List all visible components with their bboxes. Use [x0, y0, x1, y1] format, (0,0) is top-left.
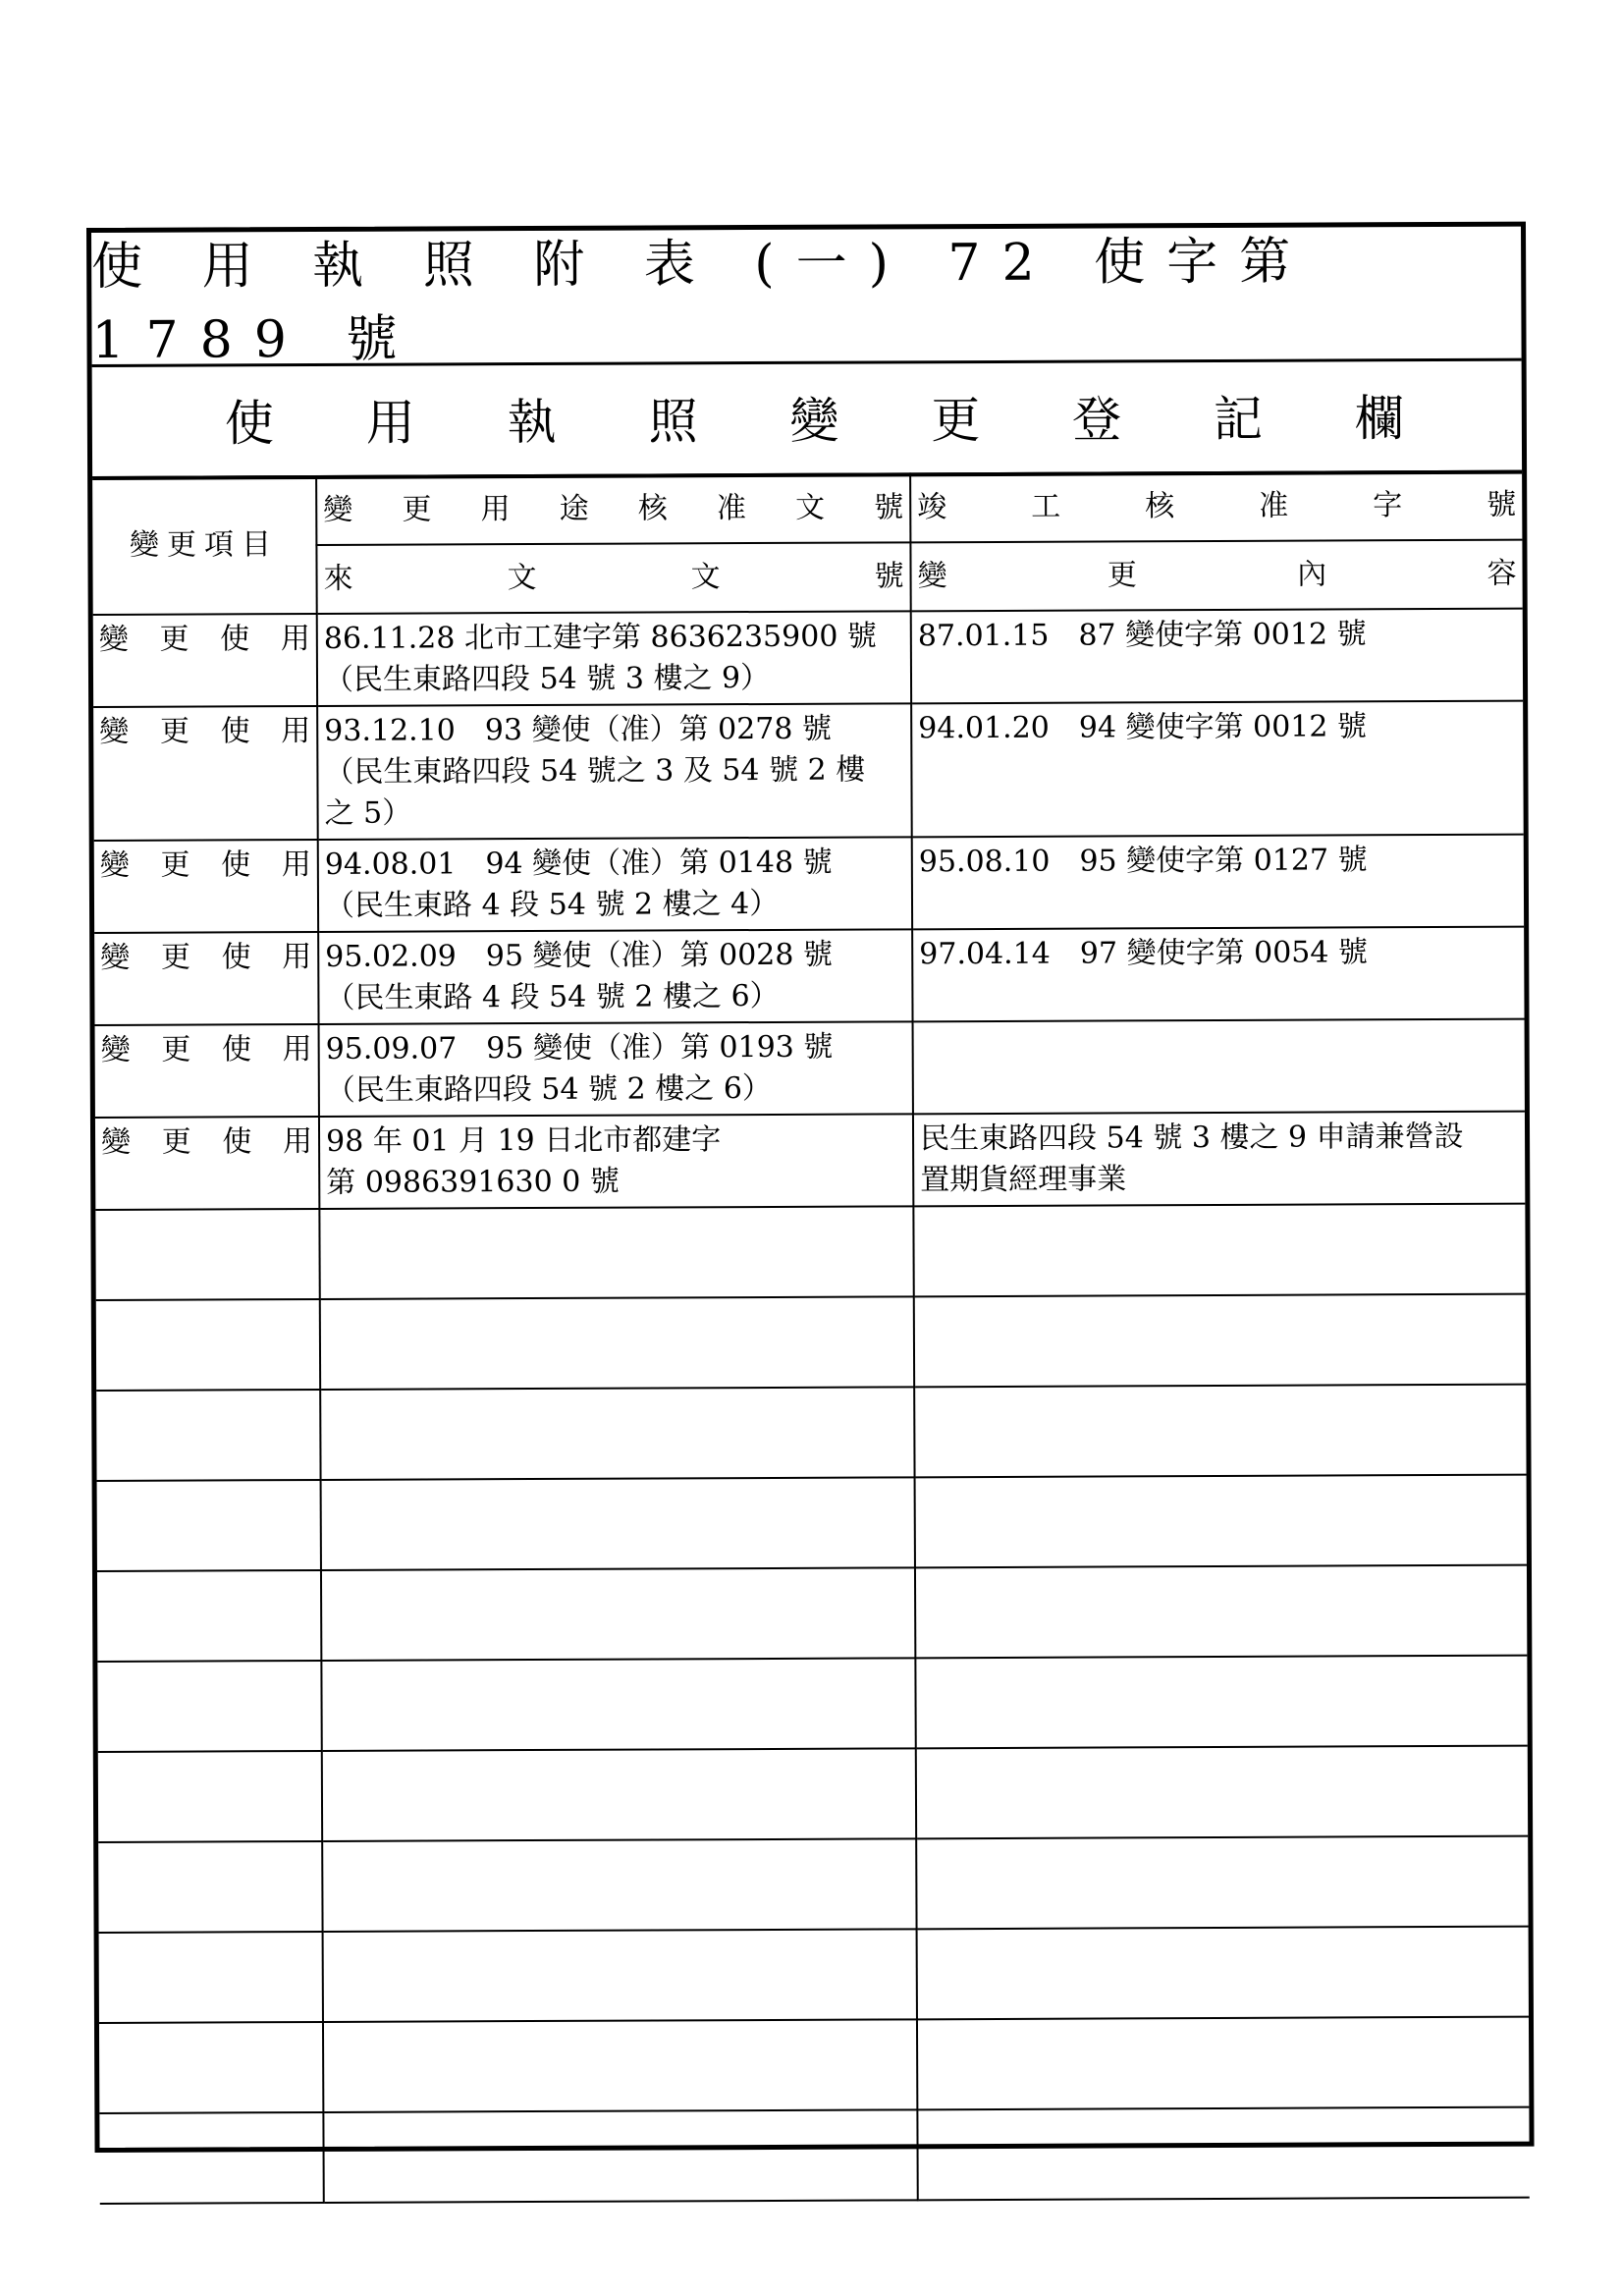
cell-line: 95.09.07 95 變使（准）第 0193 號 [325, 1029, 834, 1066]
completion-cell [913, 1019, 1525, 1115]
header-col3-bottom [910, 540, 1522, 612]
item-char: 更 [161, 1124, 191, 1160]
item-char: 更 [160, 847, 190, 883]
header-char: 竣 [917, 490, 947, 525]
item-char: 更 [160, 940, 190, 975]
empty-cell [323, 2109, 917, 2203]
item-char: 用 [281, 847, 311, 883]
cell-line: 95.02.09 95 變使（准）第 0028 號 [325, 937, 834, 974]
item-char: 變 [100, 940, 131, 975]
empty-cell [916, 1836, 1528, 1930]
permit-sheet [86, 222, 1535, 2153]
empty-cell [917, 2107, 1529, 2201]
item-char: 使 [221, 1032, 252, 1067]
subtitle-char: 使 [224, 395, 274, 453]
empty-row [98, 1746, 1528, 1842]
empty-cell [320, 1387, 914, 1480]
item-cell [95, 1117, 319, 1210]
empty-cell [322, 1748, 916, 1841]
subtitle-char: 照 [648, 393, 698, 451]
empty-row [99, 2017, 1529, 2113]
item-char: 更 [159, 714, 189, 749]
approval-doc-cell [319, 1021, 913, 1117]
empty-cell [321, 1658, 915, 1751]
empty-cell [319, 1206, 913, 1299]
item-char: 更 [161, 1032, 191, 1067]
empty-cell [321, 1477, 915, 1570]
empty-cell [915, 1656, 1527, 1749]
item-cell [95, 1024, 319, 1118]
subtitle-char: 更 [931, 392, 981, 450]
subtitle-char: 欄 [1354, 390, 1404, 448]
item-char: 變 [100, 1032, 131, 1067]
empty-cell [916, 1746, 1528, 1839]
item-char: 更 [159, 622, 189, 657]
cell-line: 93.12.10 93 變使（准）第 0278 號 [324, 711, 833, 748]
cell-line: 置期貨經理事業 [920, 1162, 1127, 1198]
completion-cell [912, 835, 1524, 930]
cell-line: 87.01.15 87 變使字第 0012 號 [917, 617, 1367, 654]
empty-cell [97, 1480, 321, 1571]
header-char: 變 [917, 559, 947, 594]
empty-cell [913, 1204, 1525, 1297]
approval-doc-cell [317, 611, 911, 706]
empty-cell [99, 2112, 323, 2204]
completion-cell [911, 701, 1524, 838]
item-char: 使 [221, 940, 251, 975]
empty-row [99, 2107, 1529, 2204]
cell-line: 97.04.14 97 變使字第 0054 號 [919, 935, 1369, 972]
approval-doc-cell [319, 1114, 913, 1209]
table-row [94, 835, 1524, 933]
document-subtitle [92, 358, 1523, 480]
cell-line: （民生東路 4 段 54 號 2 樓之 4） [324, 886, 780, 923]
empty-cell [914, 1385, 1526, 1478]
item-cell [93, 706, 318, 841]
cell-line: 86.11.28 北市工建字第 8636235900 號 [323, 619, 877, 656]
item-char: 用 [280, 622, 310, 657]
header-char: 文 [507, 561, 537, 596]
empty-cell [322, 1838, 916, 1932]
table-row [94, 927, 1524, 1025]
empty-cell [99, 2022, 323, 2113]
document-title: 使 用 執 照 附 表 (一) 72 使字第 1789 號 [91, 227, 1522, 367]
empty-cell [915, 1475, 1527, 1568]
header-char: 准 [1259, 488, 1289, 523]
item-cell [94, 840, 318, 933]
item-char: 變 [99, 847, 130, 883]
empty-row [95, 1204, 1525, 1300]
header-row-top [92, 471, 1522, 546]
cell-line: 94.01.20 94 變使字第 0012 號 [918, 709, 1368, 746]
subtitle-char: 用 [365, 394, 415, 452]
completion-cell [913, 1112, 1525, 1207]
subtitle-char: 記 [1213, 390, 1264, 448]
table-row [95, 1019, 1525, 1118]
empty-row [98, 1836, 1528, 1933]
header-col3-top [910, 471, 1522, 543]
empty-cell [98, 1841, 322, 1933]
header-char: 核 [637, 491, 668, 526]
subtitle-char: 變 [789, 392, 839, 450]
header-char: 更 [1107, 558, 1137, 593]
subtitle-char: 登 [1071, 391, 1122, 449]
change-register-table [92, 470, 1530, 2205]
header-char: 號 [874, 559, 904, 594]
item-char: 用 [281, 714, 311, 749]
item-char: 用 [282, 1032, 312, 1067]
empty-cell [915, 1565, 1527, 1659]
item-cell [93, 614, 317, 707]
empty-cell [98, 1751, 322, 1842]
item-char: 變 [100, 1124, 132, 1160]
empty-cell [323, 2019, 917, 2112]
header-char: 准 [716, 491, 747, 526]
approval-doc-cell [318, 837, 912, 932]
cell-line: 98 年 01 月 19 日北市都建字 [325, 1122, 722, 1159]
item-char: 變 [99, 714, 130, 749]
header-col2-top [316, 473, 910, 545]
completion-cell [912, 927, 1524, 1022]
empty-row [97, 1565, 1527, 1662]
table-row [95, 1112, 1525, 1210]
header-char: 號 [1486, 487, 1517, 522]
header-char: 用 [480, 492, 511, 527]
completion-cell [911, 609, 1523, 704]
header-char: 內 [1297, 557, 1327, 592]
cell-line: （民生東路四段 54 號 3 樓之 9） [323, 660, 771, 697]
empty-cell [320, 1296, 914, 1390]
approval-doc-cell [318, 929, 912, 1024]
item-char: 用 [282, 940, 312, 975]
empty-cell [95, 1209, 319, 1300]
empty-row [96, 1294, 1526, 1391]
table-row [93, 701, 1524, 841]
header-item: 變更項目 [92, 476, 317, 615]
header-col2-bottom [316, 542, 910, 614]
header-char: 工 [1031, 489, 1061, 524]
empty-row [99, 1927, 1529, 2023]
header-char: 字 [1373, 488, 1403, 523]
cell-line: （民生東路四段 54 號之 3 及 54 號 2 樓 [324, 752, 866, 790]
subtitle-char: 執 [507, 393, 557, 452]
empty-row [96, 1385, 1526, 1481]
empty-row [97, 1475, 1527, 1571]
header-char: 文 [690, 560, 721, 595]
empty-cell [99, 1932, 323, 2023]
header-char: 更 [402, 492, 432, 527]
cell-line: 民生東路四段 54 號 3 樓之 9 申請兼營設 [919, 1119, 1464, 1157]
empty-cell [96, 1390, 320, 1481]
header-char: 文 [795, 490, 826, 525]
header-char: 容 [1486, 556, 1517, 591]
empty-cell [914, 1294, 1526, 1388]
table-row [93, 609, 1523, 707]
empty-cell [97, 1661, 321, 1752]
item-char: 用 [282, 1124, 313, 1160]
empty-cell [917, 1927, 1529, 2020]
item-char: 使 [220, 714, 250, 749]
header-char: 來 [323, 561, 353, 596]
item-char: 變 [98, 622, 129, 657]
cell-line: 第 0986391630 0 號 [326, 1164, 620, 1200]
header-char: 號 [874, 490, 904, 525]
item-cell [94, 932, 318, 1025]
empty-cell [97, 1570, 321, 1662]
item-char: 使 [221, 847, 251, 883]
cell-line: 95.08.10 95 變使字第 0127 號 [918, 843, 1368, 880]
item-char: 使 [222, 1124, 252, 1160]
cell-line: 94.08.01 94 變使（准）第 0148 號 [324, 845, 833, 882]
empty-cell [323, 1929, 917, 2022]
item-char: 使 [220, 622, 250, 657]
empty-cell [96, 1299, 320, 1391]
cell-line: （民生東路四段 54 號 2 樓之 6） [325, 1070, 772, 1108]
header-char: 核 [1145, 489, 1175, 524]
approval-doc-cell [317, 703, 912, 840]
cell-line: （民生東路 4 段 54 號 2 樓之 6） [325, 978, 780, 1015]
cell-line: 之 5） [324, 795, 412, 831]
empty-cell [917, 2017, 1529, 2110]
header-char: 途 [559, 491, 589, 526]
empty-row [97, 1656, 1527, 1752]
header-char: 變 [323, 492, 353, 527]
empty-cell [321, 1567, 915, 1661]
